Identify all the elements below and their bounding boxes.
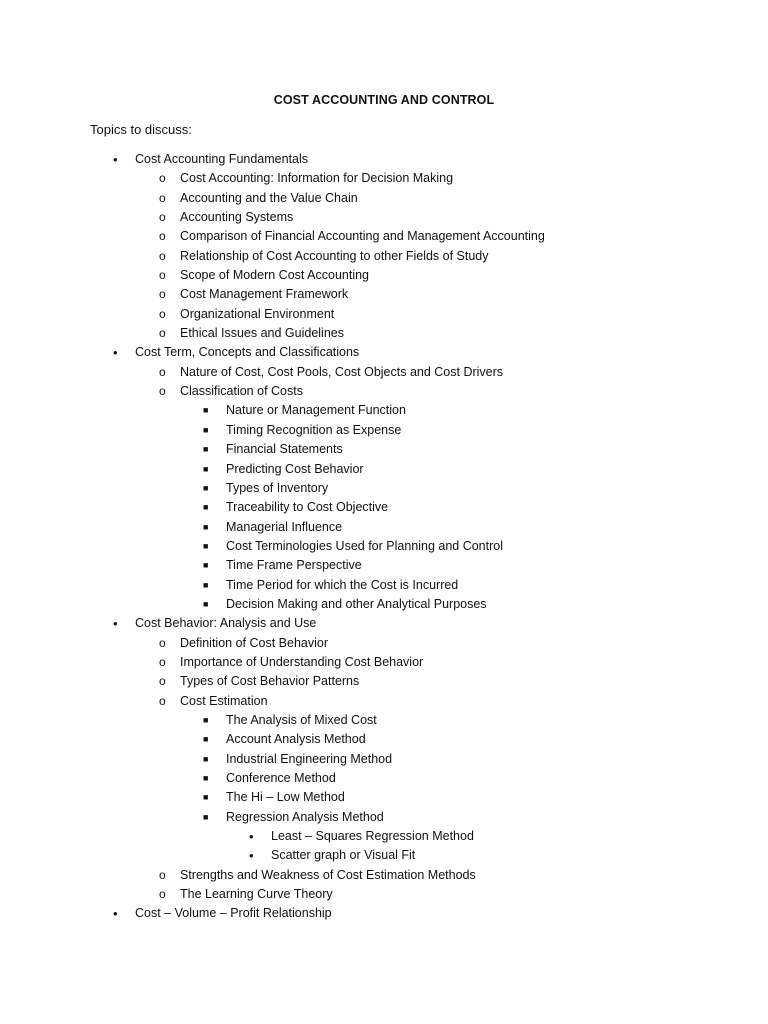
outline-item-level-4 bbox=[0, 846, 768, 865]
outline-item-text: Managerial Influence bbox=[226, 519, 343, 534]
document-title: COST ACCOUNTING AND CONTROL bbox=[273, 93, 495, 107]
bullet-marker: o bbox=[159, 306, 166, 321]
outline-item-level-3 bbox=[0, 556, 768, 575]
outline-item-level-2 bbox=[0, 285, 768, 304]
bullet-marker: o bbox=[159, 887, 166, 902]
outline-item-level-2 bbox=[0, 208, 768, 227]
bullet-marker: o bbox=[159, 210, 166, 225]
outline-item-level-2 bbox=[0, 189, 768, 208]
bullet-marker: o bbox=[159, 171, 166, 186]
outline-item-level-3 bbox=[0, 769, 768, 788]
bullet-marker: o bbox=[159, 654, 166, 669]
outline-item-level-4 bbox=[0, 827, 768, 846]
bullet-marker: o bbox=[159, 248, 166, 263]
bullet-marker: ■ bbox=[203, 482, 209, 493]
outline-item-level-3 bbox=[0, 595, 768, 614]
outline-item-level-1 bbox=[0, 614, 768, 633]
outline-item-text: The Learning Curve Theory bbox=[180, 887, 333, 902]
bullet-marker: o bbox=[159, 693, 166, 708]
outline-item-text: The Hi – Low Method bbox=[226, 790, 345, 805]
bullet-marker: • bbox=[113, 906, 118, 922]
outline-item-text: Cost Term, Concepts and Classifications bbox=[135, 345, 360, 360]
outline-item-level-3 bbox=[0, 440, 768, 459]
outline-item-text: Ethical Issues and Guidelines bbox=[180, 326, 344, 341]
outline-item-text: Regression Analysis Method bbox=[226, 809, 384, 824]
bullet-marker: • bbox=[113, 152, 118, 167]
outline-item-text: Types of Inventory bbox=[226, 480, 329, 495]
outline-item-text: Organizational Environment bbox=[180, 306, 335, 321]
bullet-marker: ■ bbox=[203, 560, 209, 571]
bullet-marker: • bbox=[113, 616, 118, 632]
outline-item-level-3 bbox=[0, 537, 768, 556]
outline-item-level-2 bbox=[0, 305, 768, 324]
outline-item-text: Cost Terminologies Used for Planning and Control bbox=[226, 538, 504, 553]
outline-item-text: Financial Statements bbox=[226, 442, 343, 457]
bullet-marker: o bbox=[159, 364, 166, 379]
outline-item-level-3 bbox=[0, 788, 768, 807]
outline-item-text: Timing Recognition as Expense bbox=[226, 422, 402, 437]
outline-item-text: Accounting Systems bbox=[180, 210, 294, 225]
bullet-marker: ■ bbox=[203, 753, 209, 764]
outline-item-text: Cost Accounting Fundamentals bbox=[135, 152, 309, 166]
outline-item-level-2 bbox=[0, 169, 768, 188]
outline-item-level-1 bbox=[0, 343, 768, 362]
outline-item-level-3 bbox=[0, 750, 768, 769]
bullet-marker: o bbox=[159, 674, 166, 689]
outline-item-level-3 bbox=[0, 711, 768, 730]
outline-item-text: The Analysis of Mixed Cost bbox=[226, 712, 377, 727]
outline-item-text: Cost – Volume – Profit Relationship bbox=[135, 906, 332, 921]
outline-item-text: Traceability to Cost Objective bbox=[226, 500, 389, 515]
outline-item-text: Cost Behavior: Analysis and Use bbox=[135, 616, 317, 631]
outline-item-text: Scatter graph or Visual Fit bbox=[271, 848, 416, 863]
bullet-marker: ■ bbox=[203, 773, 209, 783]
outline-item-text: Decision Making and other Analytical Purposes bbox=[226, 596, 487, 611]
bullet-marker: ■ bbox=[203, 521, 209, 532]
outline-item-text: Predicting Cost Behavior bbox=[226, 461, 364, 476]
outline-item-level-3 bbox=[0, 421, 768, 440]
bullet-marker: • bbox=[249, 829, 254, 845]
outline-item-text: Nature of Cost, Cost Pools, Cost Objects and Cost Drivers bbox=[180, 364, 504, 379]
bullet-marker: o bbox=[159, 268, 166, 283]
outline-item-text: Relationship of Cost Accounting to other Fields of Study bbox=[180, 248, 489, 263]
outline-item-text: Nature or Management Function bbox=[226, 403, 406, 418]
outline-item-level-2 bbox=[0, 382, 768, 401]
outline-item-text: Account Analysis Method bbox=[226, 732, 366, 747]
bullet-marker: ■ bbox=[203, 405, 209, 416]
outline-item-level-3 bbox=[0, 576, 768, 595]
intro-text: Topics to discuss: bbox=[90, 122, 192, 137]
outline-item-level-2 bbox=[0, 227, 768, 246]
outline-item-level-3 bbox=[0, 730, 768, 749]
outline-item-text: Conference Method bbox=[226, 771, 336, 785]
outline-item-level-2 bbox=[0, 266, 768, 285]
outline-item-level-3 bbox=[0, 460, 768, 479]
bullet-marker: • bbox=[113, 345, 118, 361]
bullet-marker: o bbox=[159, 287, 166, 302]
bullet-marker: • bbox=[249, 848, 254, 864]
bullet-marker: ■ bbox=[203, 734, 209, 745]
outline-item-level-2 bbox=[0, 672, 768, 691]
bullet-marker: ■ bbox=[203, 811, 209, 822]
outline-item-level-2 bbox=[0, 692, 768, 711]
bullet-marker: ■ bbox=[203, 424, 209, 435]
outline-item-level-3 bbox=[0, 518, 768, 537]
bullet-marker: ■ bbox=[203, 540, 209, 551]
bullet-marker: ■ bbox=[203, 598, 209, 609]
outline-item-text: Industrial Engineering Method bbox=[226, 751, 393, 766]
outline-item-level-3 bbox=[0, 479, 768, 498]
bullet-marker: ■ bbox=[203, 463, 209, 474]
outline-item-level-1 bbox=[0, 150, 768, 169]
outline-item-level-3 bbox=[0, 808, 768, 827]
outline-item-text: Time Frame Perspective bbox=[226, 558, 362, 573]
outline-item-level-3 bbox=[0, 401, 768, 420]
outline-item-text: Cost Estimation bbox=[180, 693, 268, 708]
topic-outline bbox=[0, 150, 768, 924]
outline-item-text: Least – Squares Regression Method bbox=[271, 829, 474, 844]
outline-item-text: Classification of Costs bbox=[180, 384, 303, 399]
outline-item-text: Strengths and Weakness of Cost Estimation Methods bbox=[180, 867, 476, 882]
bullet-marker: o bbox=[159, 326, 166, 341]
outline-item-level-2 bbox=[0, 324, 768, 343]
bullet-marker: ■ bbox=[203, 714, 209, 725]
outline-item-text: Accounting and the Value Chain bbox=[180, 190, 358, 205]
outline-item-text: Definition of Cost Behavior bbox=[180, 635, 328, 650]
outline-item-text: Time Period for which the Cost is Incurred bbox=[226, 577, 459, 592]
outline-item-level-2 bbox=[0, 885, 768, 904]
outline-item-level-2 bbox=[0, 653, 768, 672]
outline-item-text: Importance of Understanding Cost Behavior bbox=[180, 654, 424, 669]
outline-item-level-2 bbox=[0, 634, 768, 653]
bullet-marker: ■ bbox=[203, 444, 209, 455]
outline-item-text: Cost Management Framework bbox=[180, 287, 349, 302]
outline-item-level-2 bbox=[0, 247, 768, 266]
bullet-marker: ■ bbox=[203, 502, 209, 513]
outline-item-level-2 bbox=[0, 866, 768, 885]
outline-item-text: Types of Cost Behavior Patterns bbox=[180, 674, 360, 689]
bullet-marker: ■ bbox=[203, 579, 209, 590]
bullet-marker: o bbox=[159, 867, 166, 882]
outline-item-text: Cost Accounting: Information for Decision Making bbox=[180, 171, 454, 186]
outline-item-level-3 bbox=[0, 498, 768, 517]
bullet-marker: o bbox=[159, 384, 166, 399]
outline-item-level-1 bbox=[0, 904, 768, 923]
bullet-marker: o bbox=[159, 190, 166, 205]
outline-item-text: Scope of Modern Cost Accounting bbox=[180, 268, 370, 283]
outline-item-text: Comparison of Financial Accounting and Management Accounting bbox=[180, 229, 545, 244]
outline-item-level-2 bbox=[0, 363, 768, 382]
bullet-marker: o bbox=[159, 229, 166, 244]
bullet-marker: ■ bbox=[203, 792, 209, 803]
bullet-marker: o bbox=[159, 635, 166, 650]
